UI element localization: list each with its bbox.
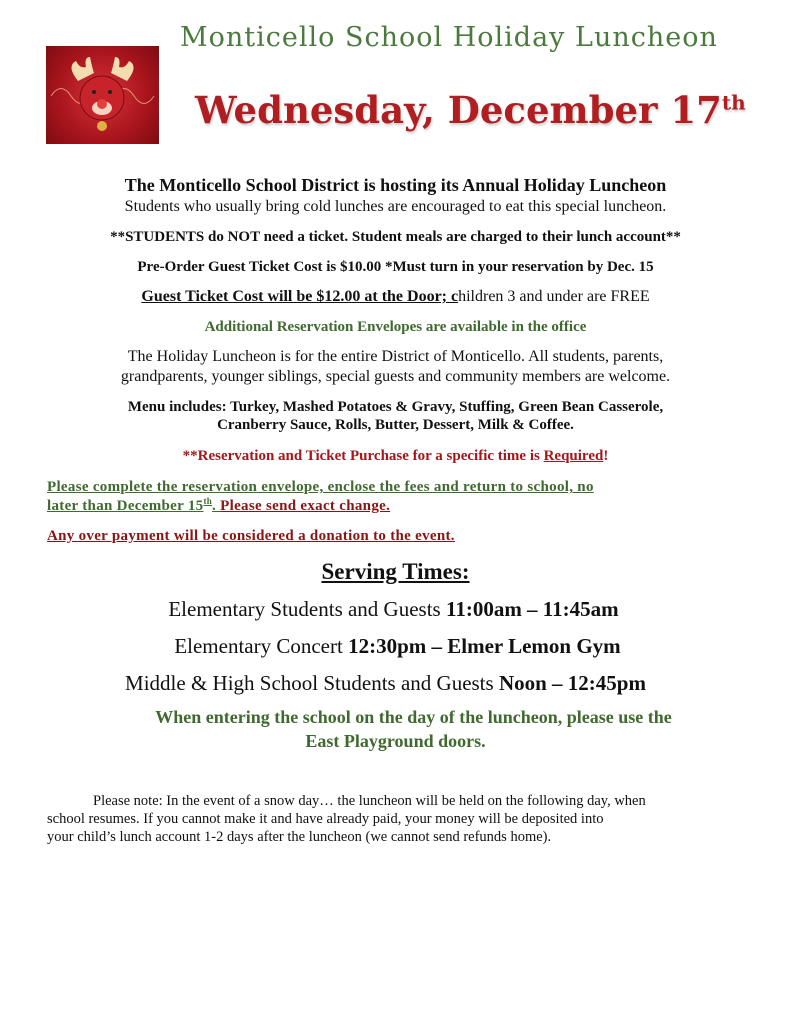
- serving-time: 12:30pm – Elmer Lemon Gym: [348, 634, 621, 658]
- serving-label: Elementary Students and Guests: [168, 597, 446, 621]
- complete-line-2: [47, 496, 758, 516]
- serving-row: [30, 671, 741, 695]
- menu-line-2: Cranberry Sauce, Rolls, Butter, Dessert, Milk & Coffee.: [217, 417, 574, 433]
- entrance-line-1: When entering the school on the day of the luncheon, please use the: [155, 707, 672, 727]
- event-date-text: Wednesday, December 17: [195, 88, 722, 132]
- snow-note-line-2: school resumes. If you cannot make it and have already paid, your money will be deposited into: [47, 811, 604, 827]
- complete-line-1: Please complete the reservation envelope, enclose the fees and return to school, no: [47, 479, 594, 495]
- entrance-line-2: East Playground doors.: [305, 731, 486, 751]
- serving-row: [38, 597, 749, 621]
- event-date: [195, 88, 746, 132]
- door-price-text: Guest Ticket Cost will be $12.00 at the Door; c: [141, 288, 459, 305]
- serving-label: Elementary Concert: [174, 634, 349, 658]
- envelopes-note: Additional Reservation Envelopes are available in the office: [204, 319, 587, 335]
- snow-note-line-1: Please note: In the event of a snow day… the luncheon will be held on the following day, when: [93, 793, 646, 809]
- heading: The Monticello School District is hosting its Annual Holiday Luncheon: [124, 175, 667, 195]
- district-line-1: The Holiday Luncheon is for the entire District of Monticello. All students, parents,: [127, 348, 664, 365]
- complete-line-2-dot: .: [212, 498, 221, 514]
- serving-title: Serving Times:: [321, 559, 470, 584]
- preorder-price: Pre-Order Guest Ticket Cost is $10.00 *Must turn in your reservation by Dec. 15: [137, 259, 654, 275]
- district-line-2: grandparents, younger siblings, special guests and community members are welcome.: [120, 368, 671, 385]
- students-note: **STUDENTS do NOT need a ticket. Student meals are charged to their lunch account**: [110, 229, 681, 245]
- serving-row: [42, 634, 753, 658]
- exact-change: Please send exact change.: [220, 498, 391, 514]
- overpayment-note: Any over payment will be considered a donation to the event.: [47, 528, 455, 544]
- door-price-children: hildren 3 and under are FREE: [458, 288, 650, 305]
- menu-line-1: Menu includes: Turkey, Mashed Potatoes & Gravy, Stuffing, Green Bean Casserole,: [127, 399, 664, 415]
- required-word: Required: [543, 448, 604, 464]
- complete-line-2-text: later than December 15: [47, 498, 204, 514]
- event-date-suffix: th: [721, 90, 746, 115]
- serving-label: Middle & High School Students and Guests: [125, 671, 499, 695]
- required-suffix: !: [603, 448, 609, 464]
- required-prefix: **Reservation and Ticket Purchase for a specific time is: [182, 448, 544, 464]
- subheading: Students who usually bring cold lunches are encouraged to eat this special luncheon.: [124, 198, 667, 215]
- reindeer-logo: [46, 46, 159, 144]
- serving-time: Noon – 12:45pm: [498, 671, 646, 695]
- serving-time: 11:00am – 11:45am: [445, 597, 619, 621]
- complete-line-2-sup: th: [203, 496, 213, 506]
- required-note: [40, 446, 751, 466]
- event-title: Monticello School Holiday Luncheon: [180, 22, 718, 53]
- door-price: [40, 287, 751, 307]
- snow-note-line-3: your child’s lunch account 1-2 days after the luncheon (we cannot send refunds home).: [47, 829, 552, 845]
